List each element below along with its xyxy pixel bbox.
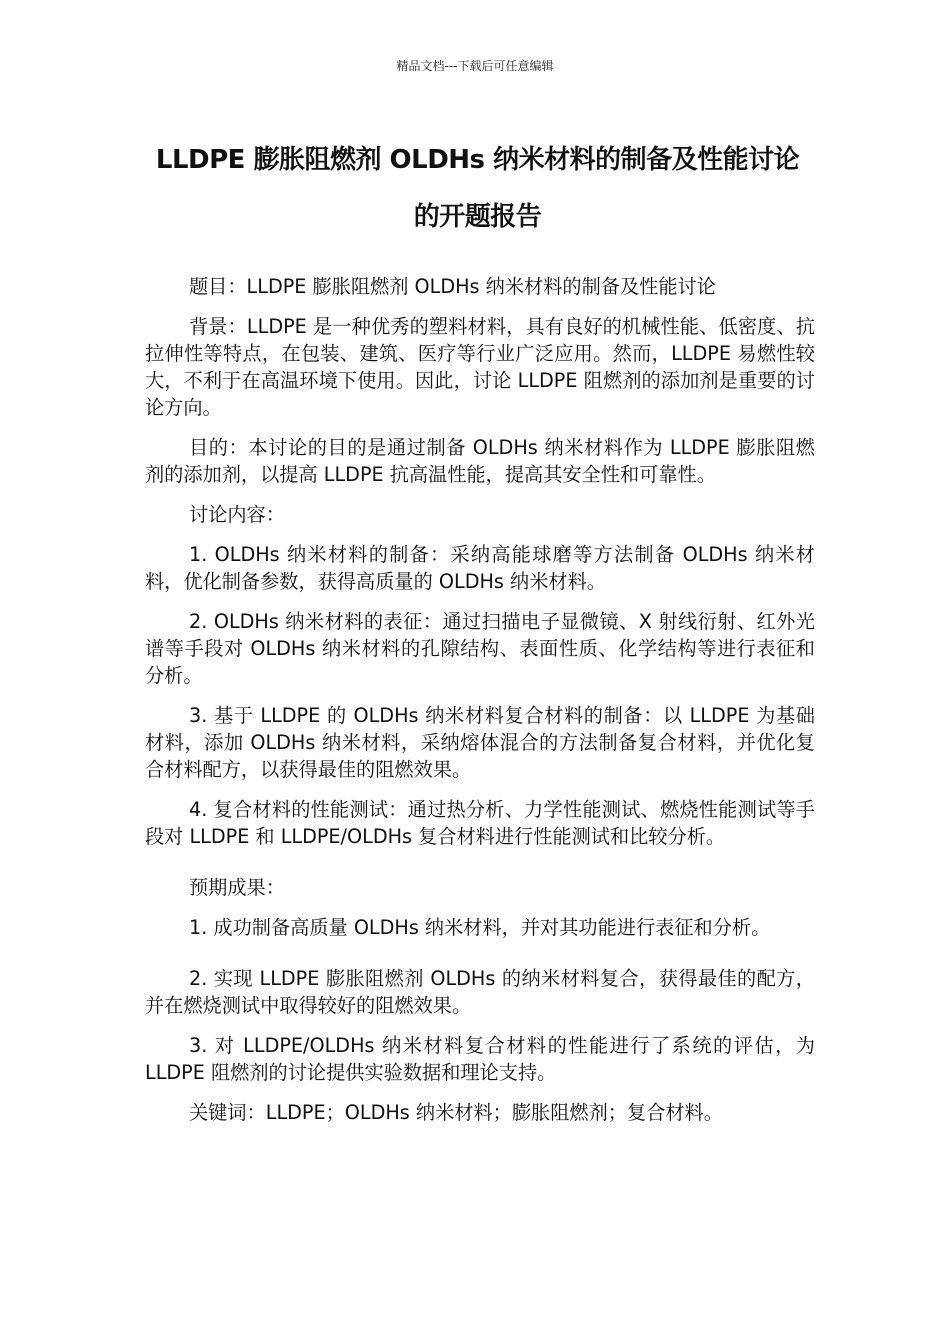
expected-item-2: 2. 实现 LLDPE 膨胀阻燃剂 OLDHs 的纳米材料复合，获得最佳的配方，并在燃烧测试中取得较好的阻燃效果。: [145, 967, 815, 1017]
expected-item-1: 1. 成功制备高质量 OLDHs 纳米材料，并对其功能进行表征和分析。: [189, 916, 771, 939]
content-item-2: 2. OLDHs 纳米材料的表征：通过扫描电子显微镜、X 射线衍射、红外光谱等手段对 OLDHs 纳米材料的孔隙结构、表面性质、化学结构等进行表征和分析。: [145, 610, 815, 687]
purpose-paragraph: 目的：本讨论的目的是通过制备 OLDHs 纳米材料作为 LLDPE 膨胀阻燃剂的添加剂，以提高 LLDPE 抗高温性能，提高其安全性和可靠性。: [145, 436, 815, 486]
header-note: 精品文档---下载后可任意编辑: [396, 59, 554, 73]
document-title: LLDPE 膨胀阻燃剂 OLDHs 纳米材料的制备及性能讨论的开题报告: [155, 145, 800, 232]
keywords-paragraph: 关键词：LLDPE；OLDHs 纳米材料；膨胀阻燃剂；复合材料。: [189, 1101, 723, 1124]
content-item-3: 3. 基于 LLDPE 的 OLDHs 纳米材料复合材料的制备：以 LLDPE 为基础材料，添加 OLDHs 纳米材料，采纳熔体混合的方法制备复合材料，并优化复合材料配方，以获得最佳的阻燃效果。: [145, 704, 815, 781]
expected-heading: 预期成果：: [189, 876, 285, 899]
content-heading: 讨论内容：: [189, 503, 285, 526]
content-item-1: 1. OLDHs 纳米材料的制备：采纳高能球磨等方法制备 OLDHs 纳米材料，优化制备参数，获得高质量的 OLDHs 纳米材料。: [145, 543, 815, 593]
document-body: [145, 273, 815, 1139]
topic-paragraph: 题目：LLDPE 膨胀阻燃剂 OLDHs 纳米材料的制备及性能讨论: [189, 275, 716, 298]
content-item-4: 4. 复合材料的性能测试：通过热分析、力学性能测试、燃烧性能测试等手段对 LLDPE 和 LLDPE/OLDHs 复合材料进行性能测试和比较分析。: [145, 798, 815, 848]
expected-item-3: 3. 对 LLDPE/OLDHs 纳米材料复合材料的性能进行了系统的评估，为 LLDPE 阻燃剂的讨论提供实验数据和理论支持。: [145, 1034, 815, 1084]
background-paragraph: 背景：LLDPE 是一种优秀的塑料材料，具有良好的机械性能、低密度、抗拉伸性等特点，在包装、建筑、医疗等行业广泛应用。然而，LLDPE 易燃性较大，不利于在高温环境下使用。因此，讨论 LLDPE 阻燃剂的添加剂是重要的讨论方向。: [145, 315, 815, 419]
